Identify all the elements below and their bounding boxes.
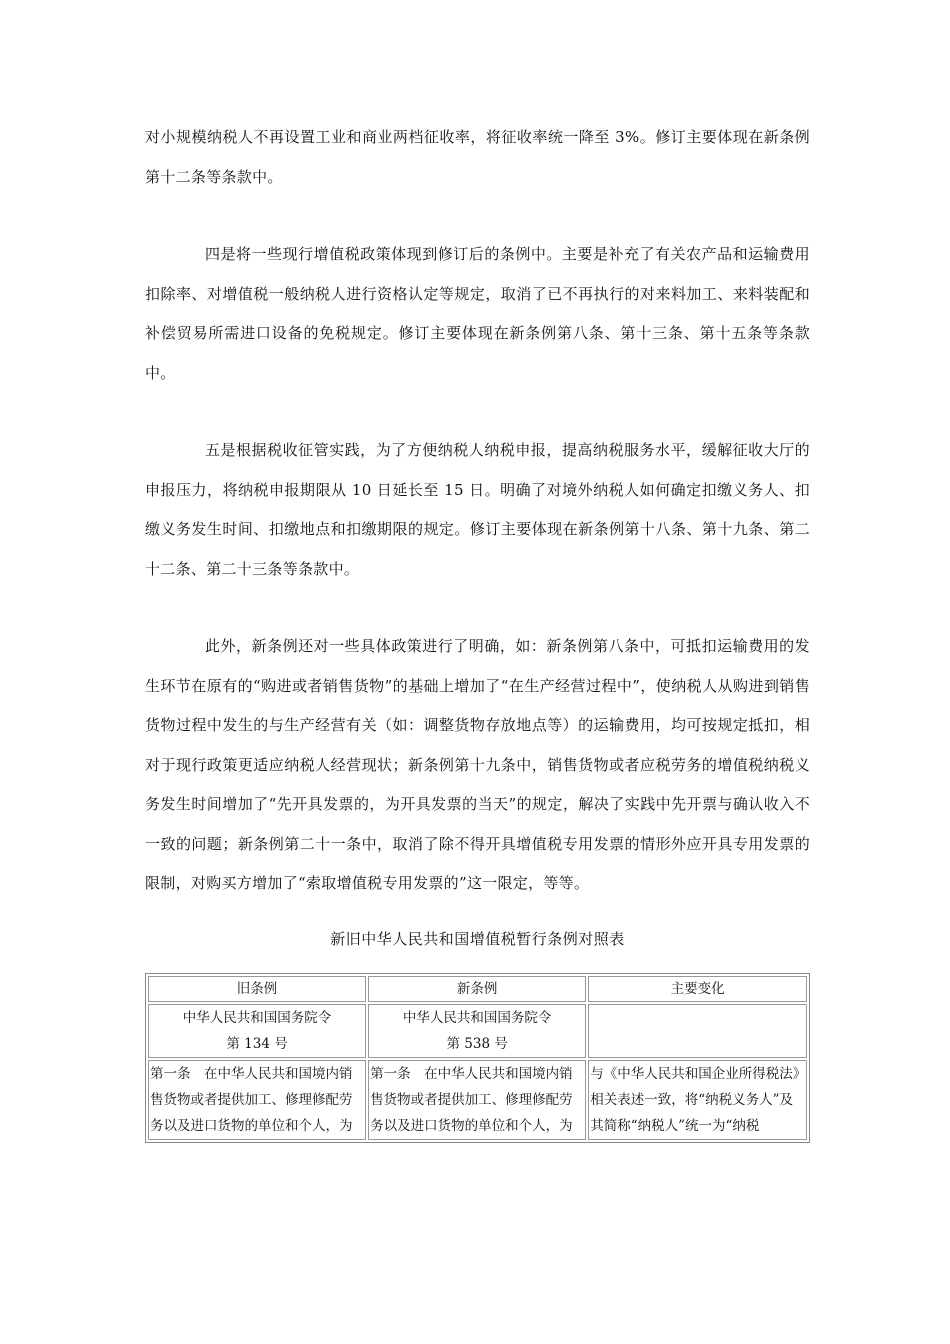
new-decree-number: 第 538 号	[446, 1035, 508, 1052]
document-page	[145, 118, 810, 1143]
paragraph-1: 对小规模纳税人不再设置工业和商业两档征收率，将征收率统一降至 3%。修订主要体现在新条例第十二条等条款中。	[145, 128, 810, 186]
paragraph-2: 四是将一些现行增值税政策体现到修订后的条例中。主要是补充了有关农产品和运输费用扣除率、对增值税一般纳税人进行资格认定等规定，取消了已不再执行的对来料加工、来料装配和补偿贸易所需进口设备的免税规定。修订主要体现在新条例第八条、第十三条、第十五条等条款中。	[145, 245, 810, 382]
new-decree-title: 中华人民共和国国务院令	[402, 1009, 552, 1026]
paragraph-3: 五是根据税收征管实践，为了方便纳税人纳税申报，提高纳税服务水平，缓解征收大厅的申报压力，将纳税申报期限从 10 日延长至 15 日。明确了对境外纳税人如何确定扣缴义务人、扣缴义务发生时间、扣缴地点和扣缴期限的规定。修订主要体现在新条例第十八条、第十九条、第二十二条、第二十三条等条款中。	[145, 441, 810, 578]
decree-change-cell	[588, 1004, 807, 1058]
old-article-1-cell: 第一条 在中华人民共和国境内销售货物或者提供加工、修理修配劳务以及进口货物的单位和个人，为	[148, 1060, 366, 1140]
old-decree-title: 中华人民共和国国务院令	[182, 1009, 332, 1026]
paragraph-4: 此外，新条例还对一些具体政策进行了明确，如：新条例第八条中，可抵扣运输费用的发生环节在原有的“购进或者销售货物”的基础上增加了“在生产经营过程中”，使纳税人从购进到销售货物过程中发生的与生产经营有关（如：调整货物存放地点等）的运输费用，均可按规定抵扣，相对于现行政策更适应纳税人经营现状；新条例第十九条中，销售货物或者应税劳务的增值税纳税义务发生时间增加了“先开具发票的，为开具发票的当天”的规定，解决了实践中先开票与确认收入不一致的问题；新条例第二十一条中，取消了除不得开具增值税专用发票的情形外应开具专用发票的限制，对购买方增加了“索取增值税专用发票的”这一限定，等等。	[145, 637, 810, 892]
comparison-table	[145, 973, 810, 1143]
header-old-regulation: 旧条例	[148, 976, 366, 1002]
table-row	[148, 1004, 807, 1058]
table-header-row	[148, 976, 807, 1002]
old-decree-number: 第 134 号	[226, 1035, 288, 1052]
table-title: 新旧中华人民共和国增值税暂行条例对照表	[330, 929, 625, 948]
article-1-change-cell: 与《中华人民共和国企业所得税法》相关表述一致，将“纳税义务人”及其简称“纳税人”统一为“纳税	[588, 1060, 807, 1140]
table-row	[148, 1060, 807, 1140]
new-article-1-cell: 第一条 在中华人民共和国境内销售货物或者提供加工、修理修配劳务以及进口货物的单位和个人，为	[368, 1060, 586, 1140]
new-decree-cell	[368, 1004, 586, 1058]
old-decree-cell	[148, 1004, 366, 1058]
header-new-regulation: 新条例	[368, 976, 586, 1002]
header-main-changes: 主要变化	[588, 976, 807, 1002]
